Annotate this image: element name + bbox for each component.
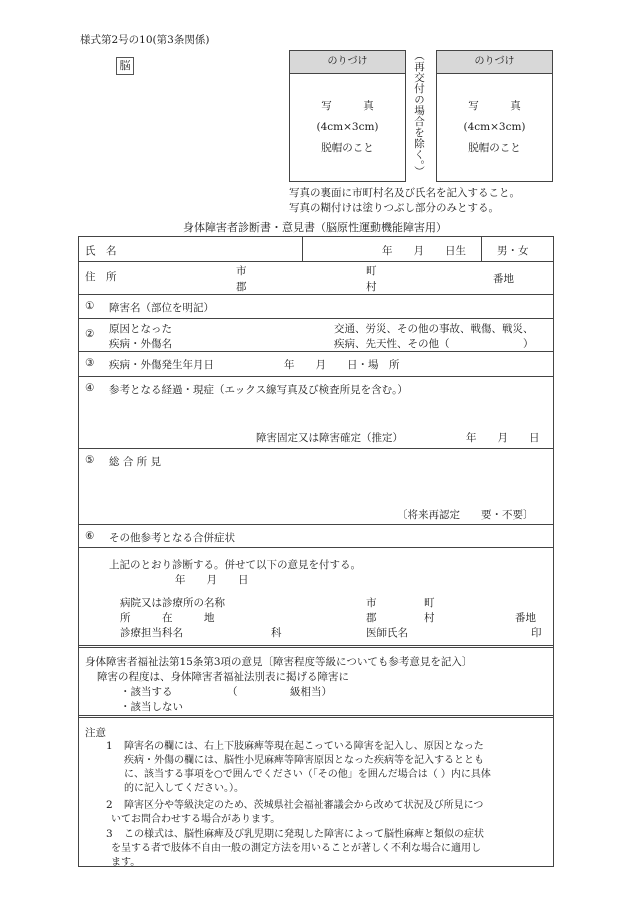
hospital-address-label: 所 在 地	[120, 612, 215, 624]
cause-label-2: 疾病・外傷名	[109, 338, 172, 350]
address-gun: 郡	[236, 281, 247, 293]
seal-mark: 印	[531, 627, 542, 639]
fixation-date: 年 月 日	[466, 432, 540, 444]
reissue-note: （再交付の場合を除く。）	[413, 50, 425, 177]
document-title: 身体障害者診断書・意見書（脳原性運動機能障害用）	[183, 221, 447, 234]
opinion-grade: （ 級相当）	[227, 686, 332, 698]
item-number: ④	[85, 382, 95, 394]
onset-date-label: 疾病・外傷発生年月日	[109, 359, 214, 371]
item-number: ⑥	[85, 530, 95, 542]
note-line: を呈する者で肢体不自由一般の測定方法を用いることが著しく不利な場合に適用し	[111, 843, 481, 854]
note-line: この様式は、脳性麻痺及び乳児期に発現した障害によって脳性麻痺と類似の症状	[124, 829, 484, 840]
diagnosis-form	[78, 236, 554, 867]
note-line: 疾病・外傷の欄には、脳性小児麻痺等障害原因となった疾病等を記入するととも	[124, 755, 484, 766]
notes-title: 注意	[85, 727, 106, 739]
fixation-label: 障害固定又は障害確定（推定）	[256, 432, 403, 444]
hospital-banchi: 番地	[515, 612, 536, 624]
item-number: ③	[85, 357, 95, 369]
name-label: 氏 名	[85, 245, 117, 257]
birth-date-label: 年 月 日生	[382, 245, 466, 257]
note-line: 的に記入してください。）。	[124, 783, 244, 794]
cause-label-1: 原因となった	[109, 323, 172, 335]
address-city: 市	[236, 265, 247, 277]
photo-box-right	[436, 50, 553, 182]
photo-note-line: 写真の裏面に市町村名及び氏名を記入すること。	[289, 187, 520, 199]
item-number: ①	[85, 300, 95, 312]
address-banchi: 番地	[493, 273, 514, 285]
note-line: ます。	[111, 857, 141, 868]
hospital-mura: 村	[424, 612, 435, 624]
photo-instructions	[289, 186, 520, 216]
photo-label: 写 真	[468, 100, 521, 112]
photo-cap-note: 脱帽のこと	[321, 142, 374, 154]
photo-box-left	[289, 50, 406, 182]
note-item	[111, 799, 484, 827]
note-line: いてお問合わせする場合があります。	[111, 814, 281, 825]
note-number: 1	[106, 740, 113, 752]
complications-label: その他参考となる合併症状	[109, 532, 235, 544]
history-label: 参考となる経過・現症（エックス線写真及び検査所見を含む。）	[109, 384, 408, 396]
disability-name-label: 障害名（部位を明記）	[109, 302, 214, 314]
department-label: 診療担当科名	[120, 627, 183, 639]
hospital-city: 市	[366, 597, 377, 609]
photo-note-line: 写真の糊付けは塗りつぶし部分のみとする。	[289, 202, 499, 214]
category-stamp: 脳	[116, 57, 134, 75]
address-machi: 町	[366, 265, 377, 277]
note-line: 障害区分や等級決定のため、茨城県社会福祉審議会から改めて状況及び所見につ	[124, 800, 484, 811]
note-number: 2	[106, 799, 113, 811]
address-label: 住 所	[85, 271, 117, 283]
note-line: 障害名の欄には、右上下肢麻痺等現在起こっている障害を記入し、原因となった	[124, 741, 484, 752]
diagnosis-statement: 上記のとおり診断する。併せて以下の意見を付する。	[109, 559, 361, 571]
address-mura: 村	[366, 281, 377, 293]
note-line: に、該当する事項を○で囲んでください（「その他」を囲んだ場合は（ ）内に具体	[124, 769, 491, 780]
item-number: ⑤	[85, 454, 95, 466]
note-item	[124, 740, 491, 796]
item-number: ②	[85, 328, 95, 340]
photo-size: (4cm×3cm)	[316, 121, 379, 133]
hospital-gun: 郡	[366, 612, 377, 624]
recertification: 〔将来再認定 要・不要〕	[397, 509, 534, 521]
opinion-applicable: ・該当する	[120, 686, 173, 698]
diagnosis-date: 年 月 日	[175, 574, 249, 586]
photo-cap-note: 脱帽のこと	[468, 142, 521, 154]
overall-findings-label: 総 合 所 見	[109, 456, 162, 468]
photo-label: 写 真	[321, 100, 374, 112]
opinion-heading: 身体障害者福祉法第15条第3項の意見〔障害程度等級についても参考意見を記入〕	[85, 656, 473, 668]
note-item	[111, 828, 484, 870]
department-suffix: 科	[271, 627, 282, 639]
sex-label: 男・女	[497, 245, 529, 257]
hospital-machi: 町	[424, 597, 435, 609]
note-number: 3	[106, 828, 113, 840]
cause-options-1: 交通、労災、その他の事故、戦傷、戦災、	[334, 323, 534, 335]
hospital-name-label: 病院又は診療所の名称	[120, 597, 225, 609]
form-number: 様式第2号の10(第3条関係)	[80, 34, 210, 46]
doctor-name-label: 医師氏名	[366, 627, 408, 639]
photo-glue-label: のりづけ	[437, 51, 552, 74]
opinion-text: 障害の程度は、身体障害者福祉法別表に掲げる障害に	[97, 671, 349, 683]
cause-options-2: 疾病、先天性、その他（ ）	[334, 338, 534, 350]
opinion-not-applicable: ・該当しない	[120, 701, 183, 713]
photo-glue-label: のりづけ	[290, 51, 405, 74]
photo-size: (4cm×3cm)	[463, 121, 526, 133]
onset-date-place: 年 月 日・場 所	[284, 359, 400, 371]
